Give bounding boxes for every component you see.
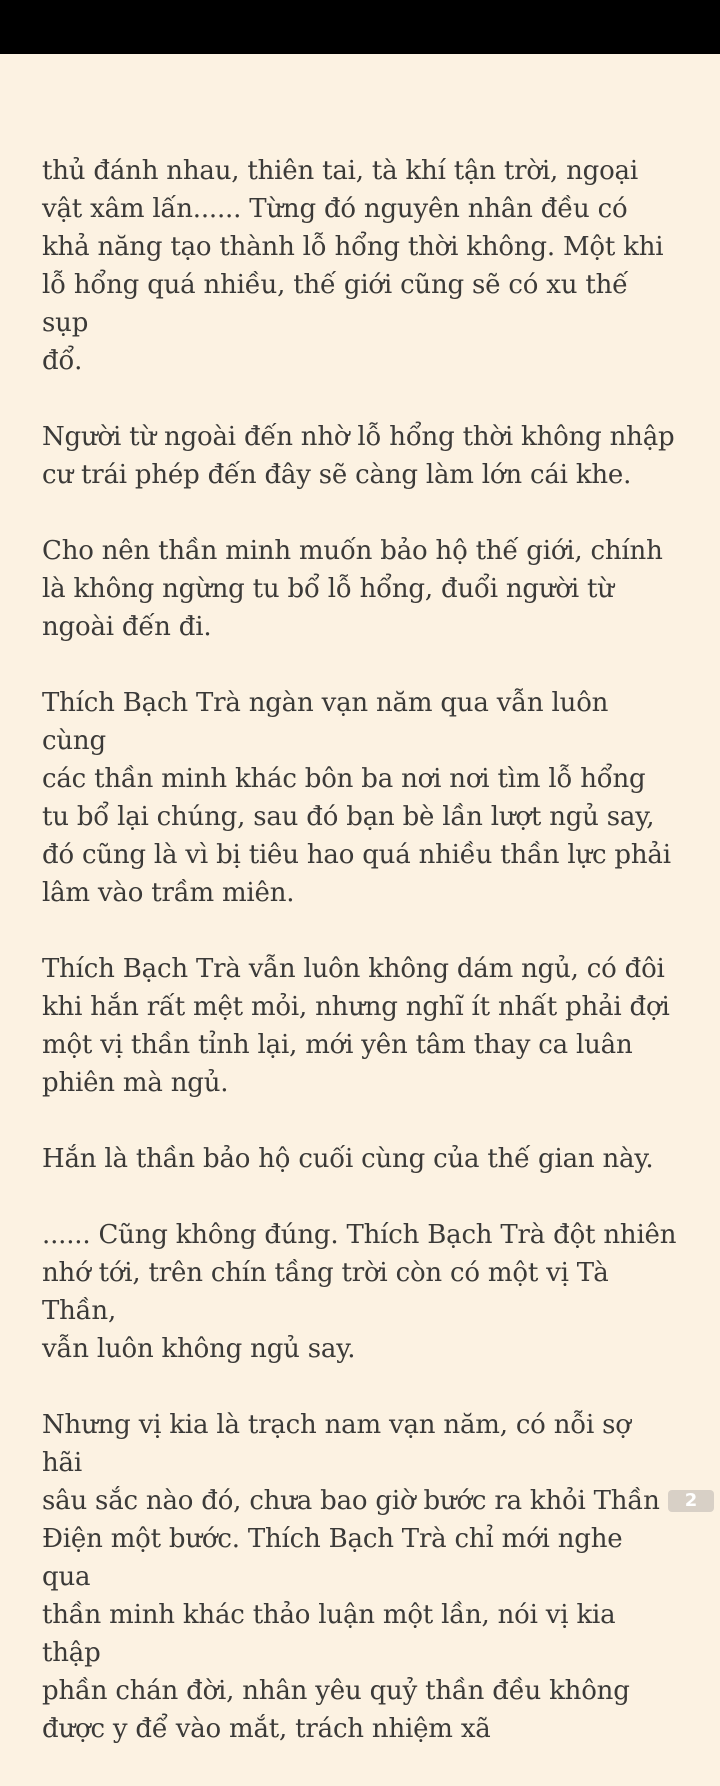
paragraph: thủ đánh nhau, thiên tai, tà khí tận trời, ngoại vật xâm lấn...... Từng đó nguyên nhân đều có khả năng tạo thành lỗ hổng thời không. Một khi lỗ hổng quá nhiều, thế giới cũng sẽ có xu thế sụp đổ. (42, 156, 664, 376)
status-bar (0, 0, 720, 54)
paragraph: Hắn là thần bảo hộ cuối cùng của thế gian này. (42, 1144, 654, 1174)
paragraph: Thích Bạch Trà ngàn vạn năm qua vẫn luôn cùng các thần minh khác bôn ba nơi nơi tìm lỗ hổng tu bổ lại chúng, sau đó bạn bè lần lượt ngủ say, đó cũng là vì bị tiêu hao quá nhiều thần lực phải lâm vào trầm miên. (42, 688, 671, 908)
chapter-text (42, 152, 678, 1786)
reader-page[interactable] (0, 54, 720, 1744)
paragraph: Cho nên thần minh muốn bảo hộ thế giới, chính là không ngừng tu bổ lỗ hổng, đuổi người từ ngoài đến đi. (42, 536, 663, 642)
paragraph: ...... Cũng không đúng. Thích Bạch Trà đột nhiên nhớ tới, trên chín tầng trời còn có một vị Tà Thần, vẫn luôn không ngủ say. (42, 1220, 677, 1364)
paragraph: Thích Bạch Trà vẫn luôn không dám ngủ, có đôi khi hắn rất mệt mỏi, nhưng nghĩ ít nhất phải đợi một vị thần tỉnh lại, mới yên tâm thay ca luân phiên mà ngủ. (42, 954, 670, 1098)
paragraph: Nhưng vị kia là trạch nam vạn năm, có nỗi sợ hãi sâu sắc nào đó, chưa bao giờ bước ra khỏi Thần Điện một bước. Thích Bạch Trà chỉ mới nghe qua thần minh khác thảo luận một lần, nói vị kia thập phần chán đời, nhân yêu quỷ thần đều không được y để vào mắt, trách nhiệm xã (42, 1410, 660, 1744)
page-number-badge: 2 (668, 1490, 714, 1512)
paragraph: Người từ ngoài đến nhờ lỗ hổng thời không nhập cư trái phép đến đây sẽ càng làm lớn cái khe. (42, 422, 675, 490)
